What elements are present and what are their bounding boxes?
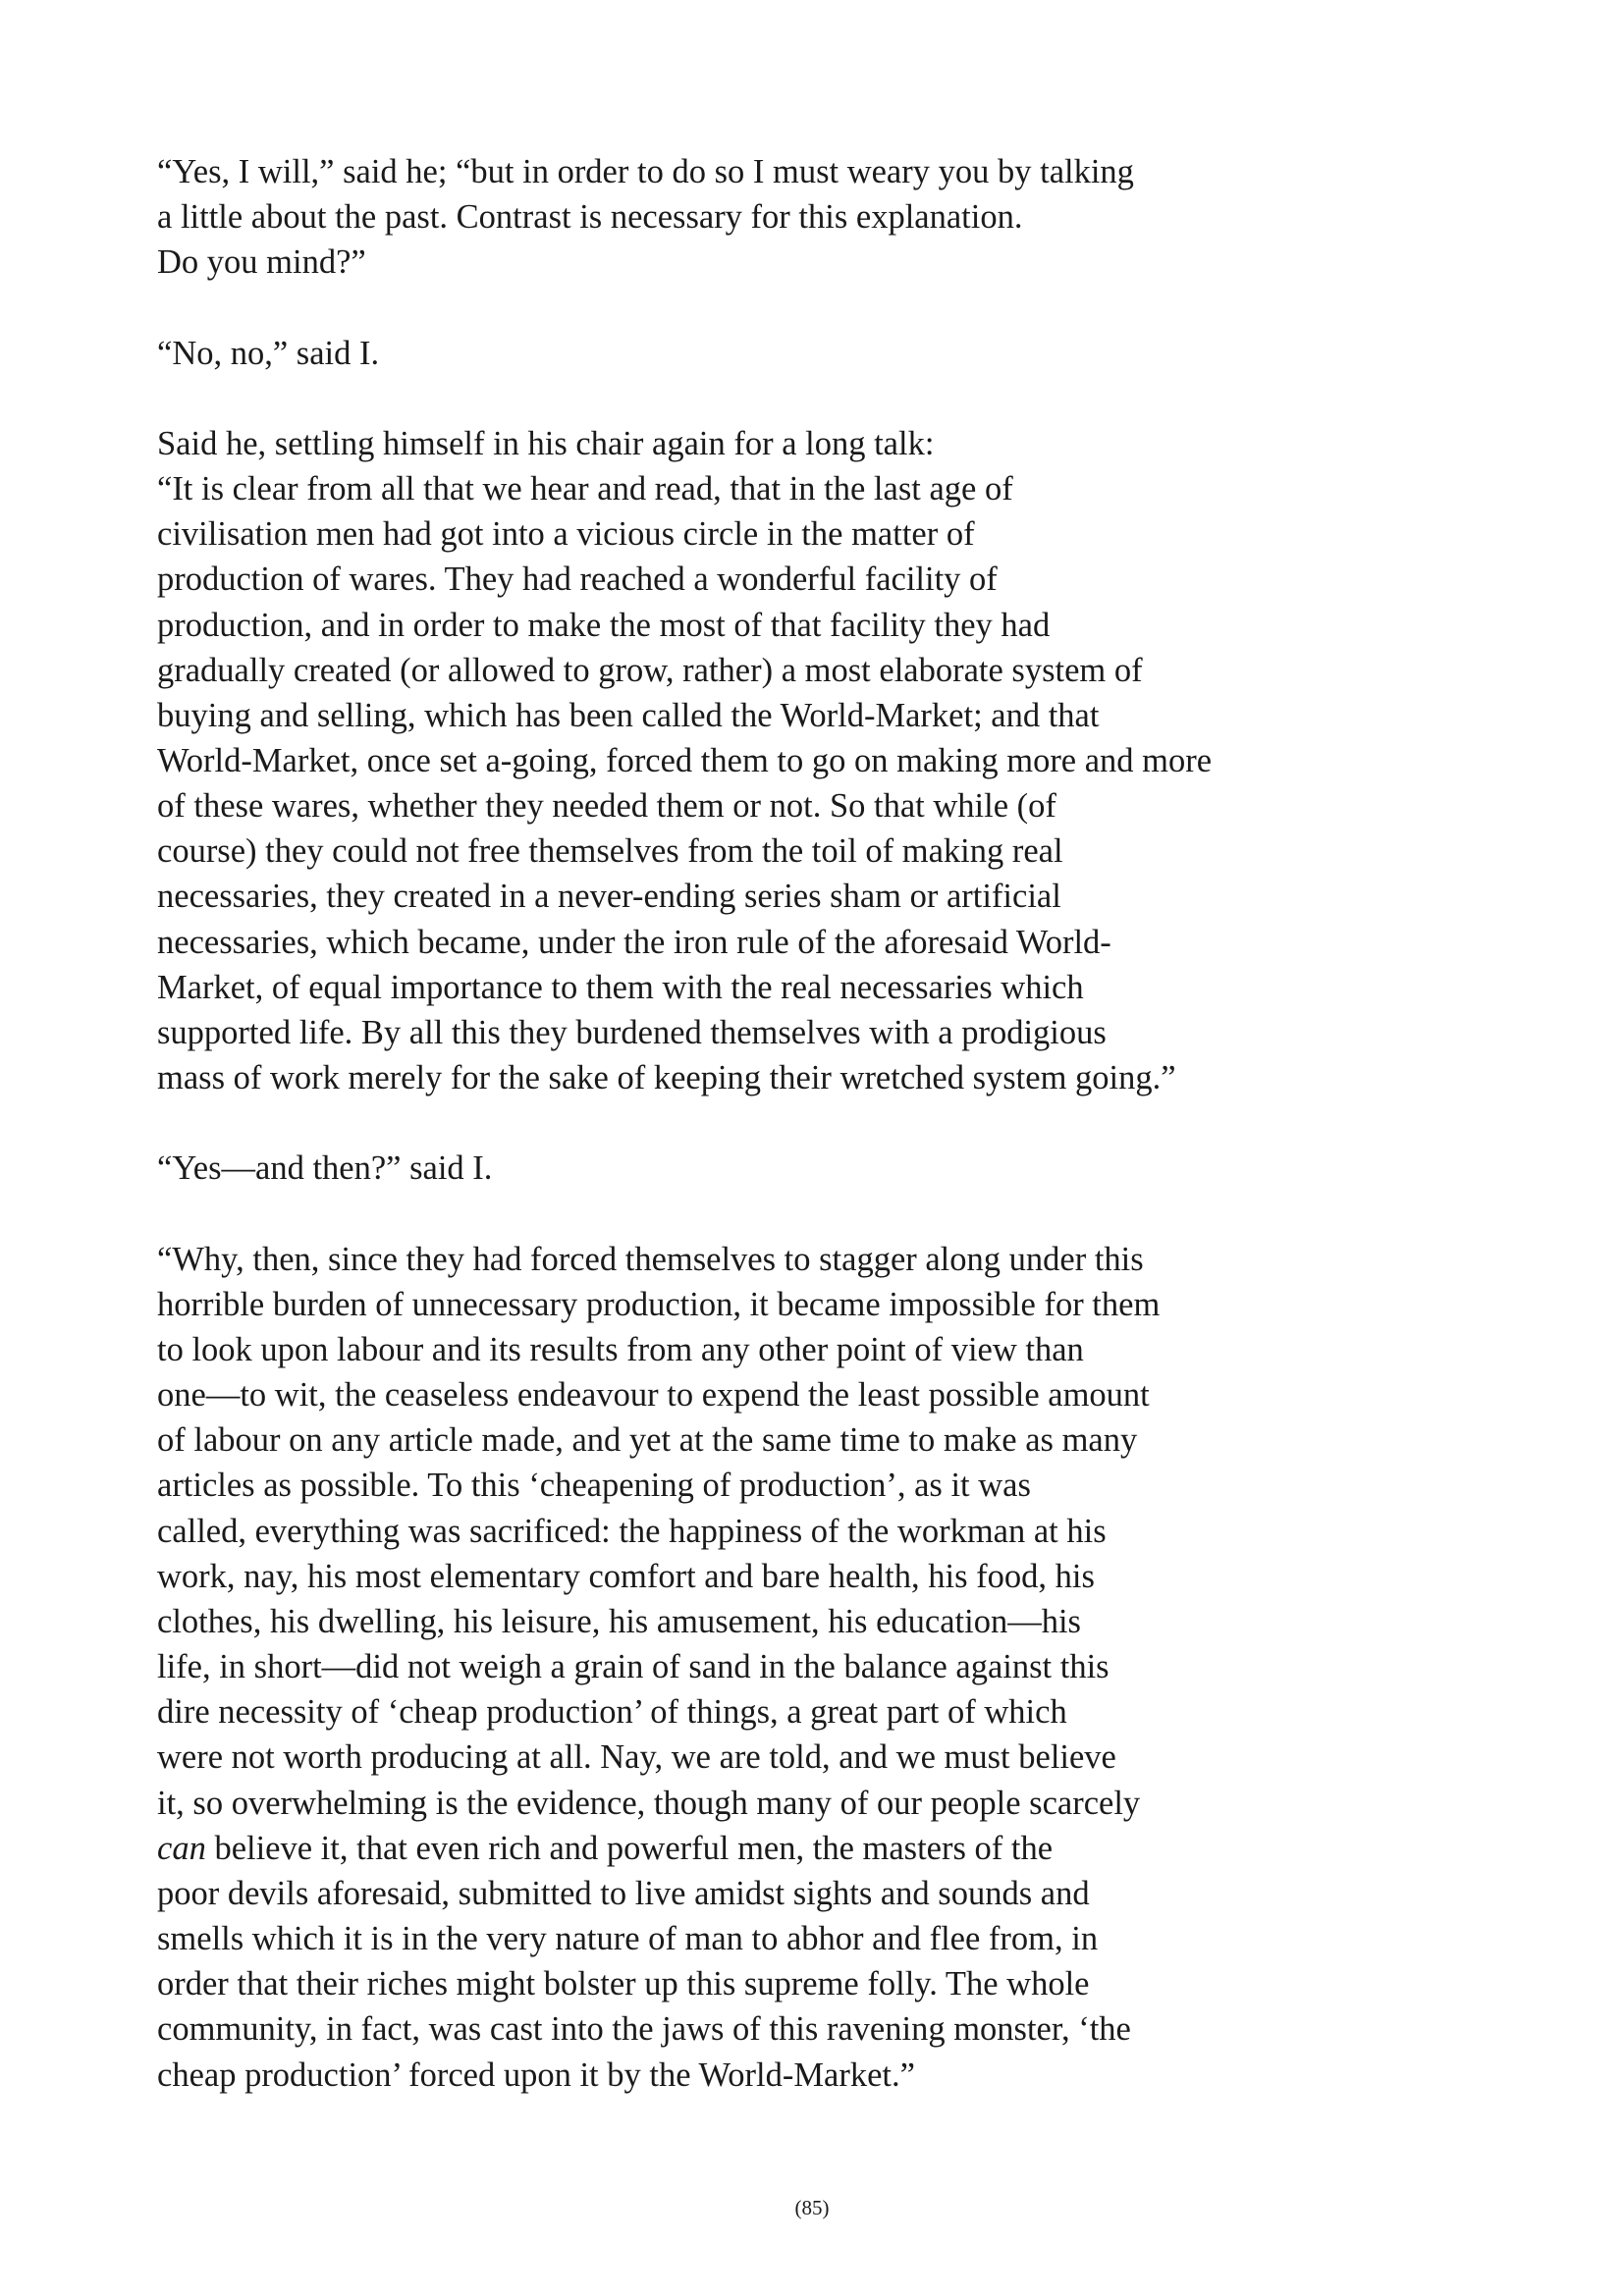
text-line: order that their riches might bolster up this supreme folly. The whole [157,1965,1090,2003]
page-number: (85) [794,2196,830,2219]
text-line: clothes, his dwelling, his leisure, his amusement, his education—his [157,1602,1081,1640]
text-line: one—to wit, the ceaseless endeavour to expend the least possible amount [157,1376,1150,1415]
text-line: “Why, then, since they had forced themselves to stagger along under this [157,1240,1144,1278]
text-line: called, everything was sacrificed: the happiness of the workman at his [157,1512,1107,1550]
text-line: course) they could not free themselves from the toil of making real [157,832,1063,871]
text-line: poor devils aforesaid, submitted to live amidst sights and sounds and [157,1874,1090,1912]
text-line: Market, of equal importance to them with the real necessaries which [157,968,1084,1006]
text-line: dire necessity of ‘cheap production’ of things, a great part of which [157,1693,1067,1732]
text-line: of labour on any article made, and yet at the same time to make as many [157,1421,1138,1460]
text-line: civilisation men had got into a vicious circle in the matter of [157,515,975,554]
text-line: gradually created (or allowed to grow, rather) a most elaborate system of [157,651,1143,689]
text-line-rest: believe it, that even rich and powerful men, the masters of the [205,1829,1054,1867]
text-line: cheap production’ forced upon it by the World-Market.” [157,2056,915,2094]
text-line: horrible burden of unnecessary production, it became impossible for them [157,1285,1161,1323]
text-line: were not worth producing at all. Nay, we are told, and we must believe [157,1738,1116,1777]
text-line: mass of work merely for the sake of keeping their wretched system going.” [157,1059,1176,1097]
text-line: supported life. By all this they burdened themselves with a prodigious [157,1013,1107,1051]
text-line: World-Market, once set a-going, forced them to go on making more and more [157,742,1213,779]
text-line: production of wares. They had reached a wonderful facility of [157,561,998,599]
text-line: work, nay, his most elementary comfort and bare health, his food, his [157,1557,1095,1595]
text-line: production, and in order to make the most of that facility they had [157,606,1051,644]
text-line: articles as possible. To this ‘cheapening of production’, as it was [157,1467,1031,1505]
text-line: life, in short—did not weigh a grain of sand in the balance against this [157,1648,1110,1686]
text-line: “No, no,” said I. [157,334,380,372]
text-line: “Yes—and then?” said I. [157,1149,493,1188]
text-line: “Yes, I will,” said he; “but in order to do so I must weary you by talking [157,153,1134,190]
text-line: Said he, settling himself in his chair again for a long talk: [157,424,935,462]
text-line: buying and selling, which has been called the World-Market; and that [157,696,1100,734]
text-line: community, in fact, was cast into the jaws of this ravening monster, ‘the [157,2010,1131,2049]
text-line: necessaries, they created in a never-ending series sham or artificial [157,878,1061,916]
paragraph [157,149,1434,285]
paragraph [157,421,1434,1100]
text-line: it, so overwhelming is the evidence, though many of our people scarcely [157,1784,1141,1822]
paragraph [157,1146,1434,1191]
text-line: Do you mind?” [157,243,366,282]
text-line: necessaries, which became, under the iron rule of the aforesaid World- [157,923,1111,961]
text-line: to look upon labour and its results from any other point of view than [157,1331,1084,1368]
emphasized-word: can [157,1829,206,1867]
text-line-with-emphasis [157,1826,1434,1871]
paragraph [157,331,1434,376]
text-line: a little about the past. Contrast is necessary for this explanation. [157,198,1023,237]
text-line: smells which it is in the very nature of man to abhor and flee from, in [157,1920,1099,1958]
text-line: of these wares, whether they needed them or not. So that while (of [157,787,1056,826]
body-text [157,149,1434,2098]
paragraph [157,1237,1434,2098]
text-line: “It is clear from all that we hear and read, that in the last age of [157,470,1013,508]
